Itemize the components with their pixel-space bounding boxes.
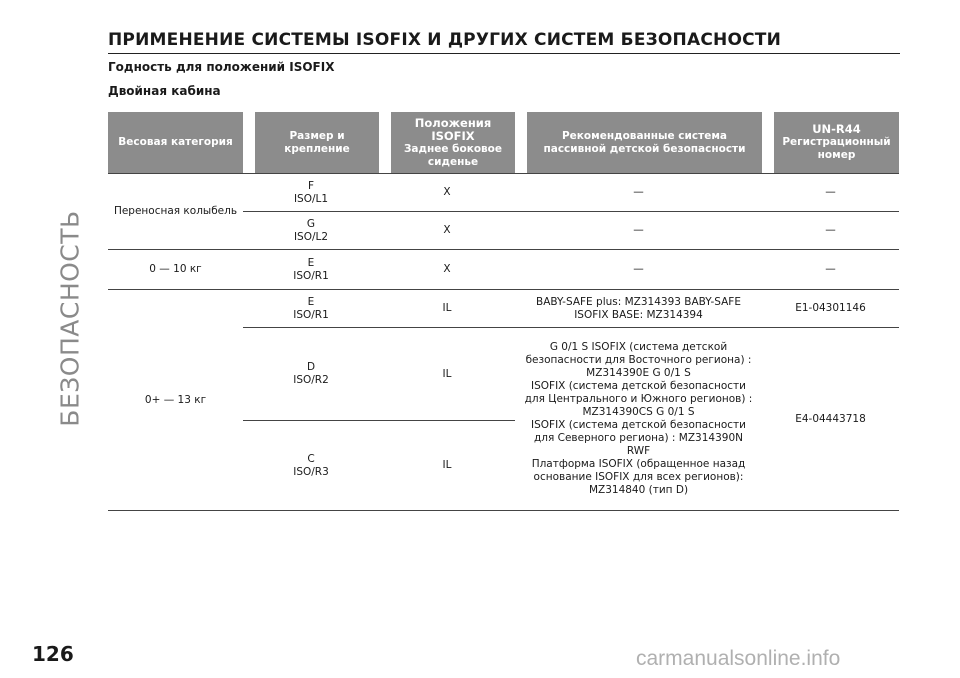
cell-category-group0plus: 0+ — 13 кг xyxy=(108,289,243,511)
cell-size: E ISO/R1 xyxy=(243,289,379,327)
page-title: ПРИМЕНЕНИЕ СИСТЕМЫ ISOFIX И ДРУГИХ СИСТЕМ БЕЗОПАСНОСТИ xyxy=(108,30,900,54)
cell-recommended: — xyxy=(515,249,762,289)
cell-size: G ISO/L2 xyxy=(243,211,379,249)
isofix-table xyxy=(108,112,899,511)
cell-category-group0: 0 — 10 кг xyxy=(108,249,243,289)
header-registration-number: UN-R44 Регистрационный номер xyxy=(762,112,899,173)
cell-position: X xyxy=(379,249,515,289)
cell-size: F ISO/L1 xyxy=(243,173,379,211)
header-weight-category: Весовая категория xyxy=(108,112,243,173)
table-row xyxy=(108,249,899,289)
table-row xyxy=(108,173,899,211)
cell-registration: — xyxy=(762,249,899,289)
cell-recommended: BABY-SAFE plus: MZ314393 BABY-SAFE ISOFIX BASE: MZ314394 xyxy=(515,289,762,327)
cell-position: IL xyxy=(379,327,515,420)
cell-position: IL xyxy=(379,420,515,511)
header-isofix-positions: Положения ISOFIX Заднее боковое сиденье xyxy=(379,112,515,173)
watermark-text: carmanualsonline.info xyxy=(636,647,841,670)
page-number: 126 xyxy=(32,642,74,666)
cell-recommended-multi: G 0/1 S ISOFIX (система детской безопасности для Восточного региона) : MZ314390E G 0/1 S ISOFIX (система детской безопасности для Центрального и Южного регионов) : MZ314390CS G 0/1 S ISOFIX (система детской безопасности для Северного региона) : MZ314390N RWF Платформа ISOFIX (обращенное назад основание ISOFIX для всех регионов): MZ314840 (тип D) xyxy=(515,327,762,511)
cell-position: X xyxy=(379,211,515,249)
cell-position: IL xyxy=(379,289,515,327)
table-row xyxy=(108,289,899,327)
cell-position: X xyxy=(379,173,515,211)
cell-size: D ISO/R2 xyxy=(243,327,379,420)
cell-size: E ISO/R1 xyxy=(243,249,379,289)
cell-recommended: — xyxy=(515,173,762,211)
cell-registration-multi: E4-04443718 xyxy=(762,327,899,511)
cell-registration: — xyxy=(762,173,899,211)
subtitle-isofix-suitability: Годность для положений ISOFIX xyxy=(108,60,335,74)
cell-registration: — xyxy=(762,211,899,249)
cell-registration: E1-04301146 xyxy=(762,289,899,327)
subtitle-double-cab: Двойная кабина xyxy=(108,84,221,98)
side-section-label xyxy=(46,209,94,427)
side-section-label-text: БЕЗОПАСНОСТЬ xyxy=(55,209,85,427)
cell-category-carrycot: Переносная колыбель xyxy=(108,173,243,249)
header-size-fixture: Размер и крепление xyxy=(243,112,379,173)
header-recommended-systems: Рекомендованные система пассивной детской безопасности xyxy=(515,112,762,173)
cell-recommended: — xyxy=(515,211,762,249)
table-header-row xyxy=(108,112,899,173)
cell-size: C ISO/R3 xyxy=(243,420,379,511)
